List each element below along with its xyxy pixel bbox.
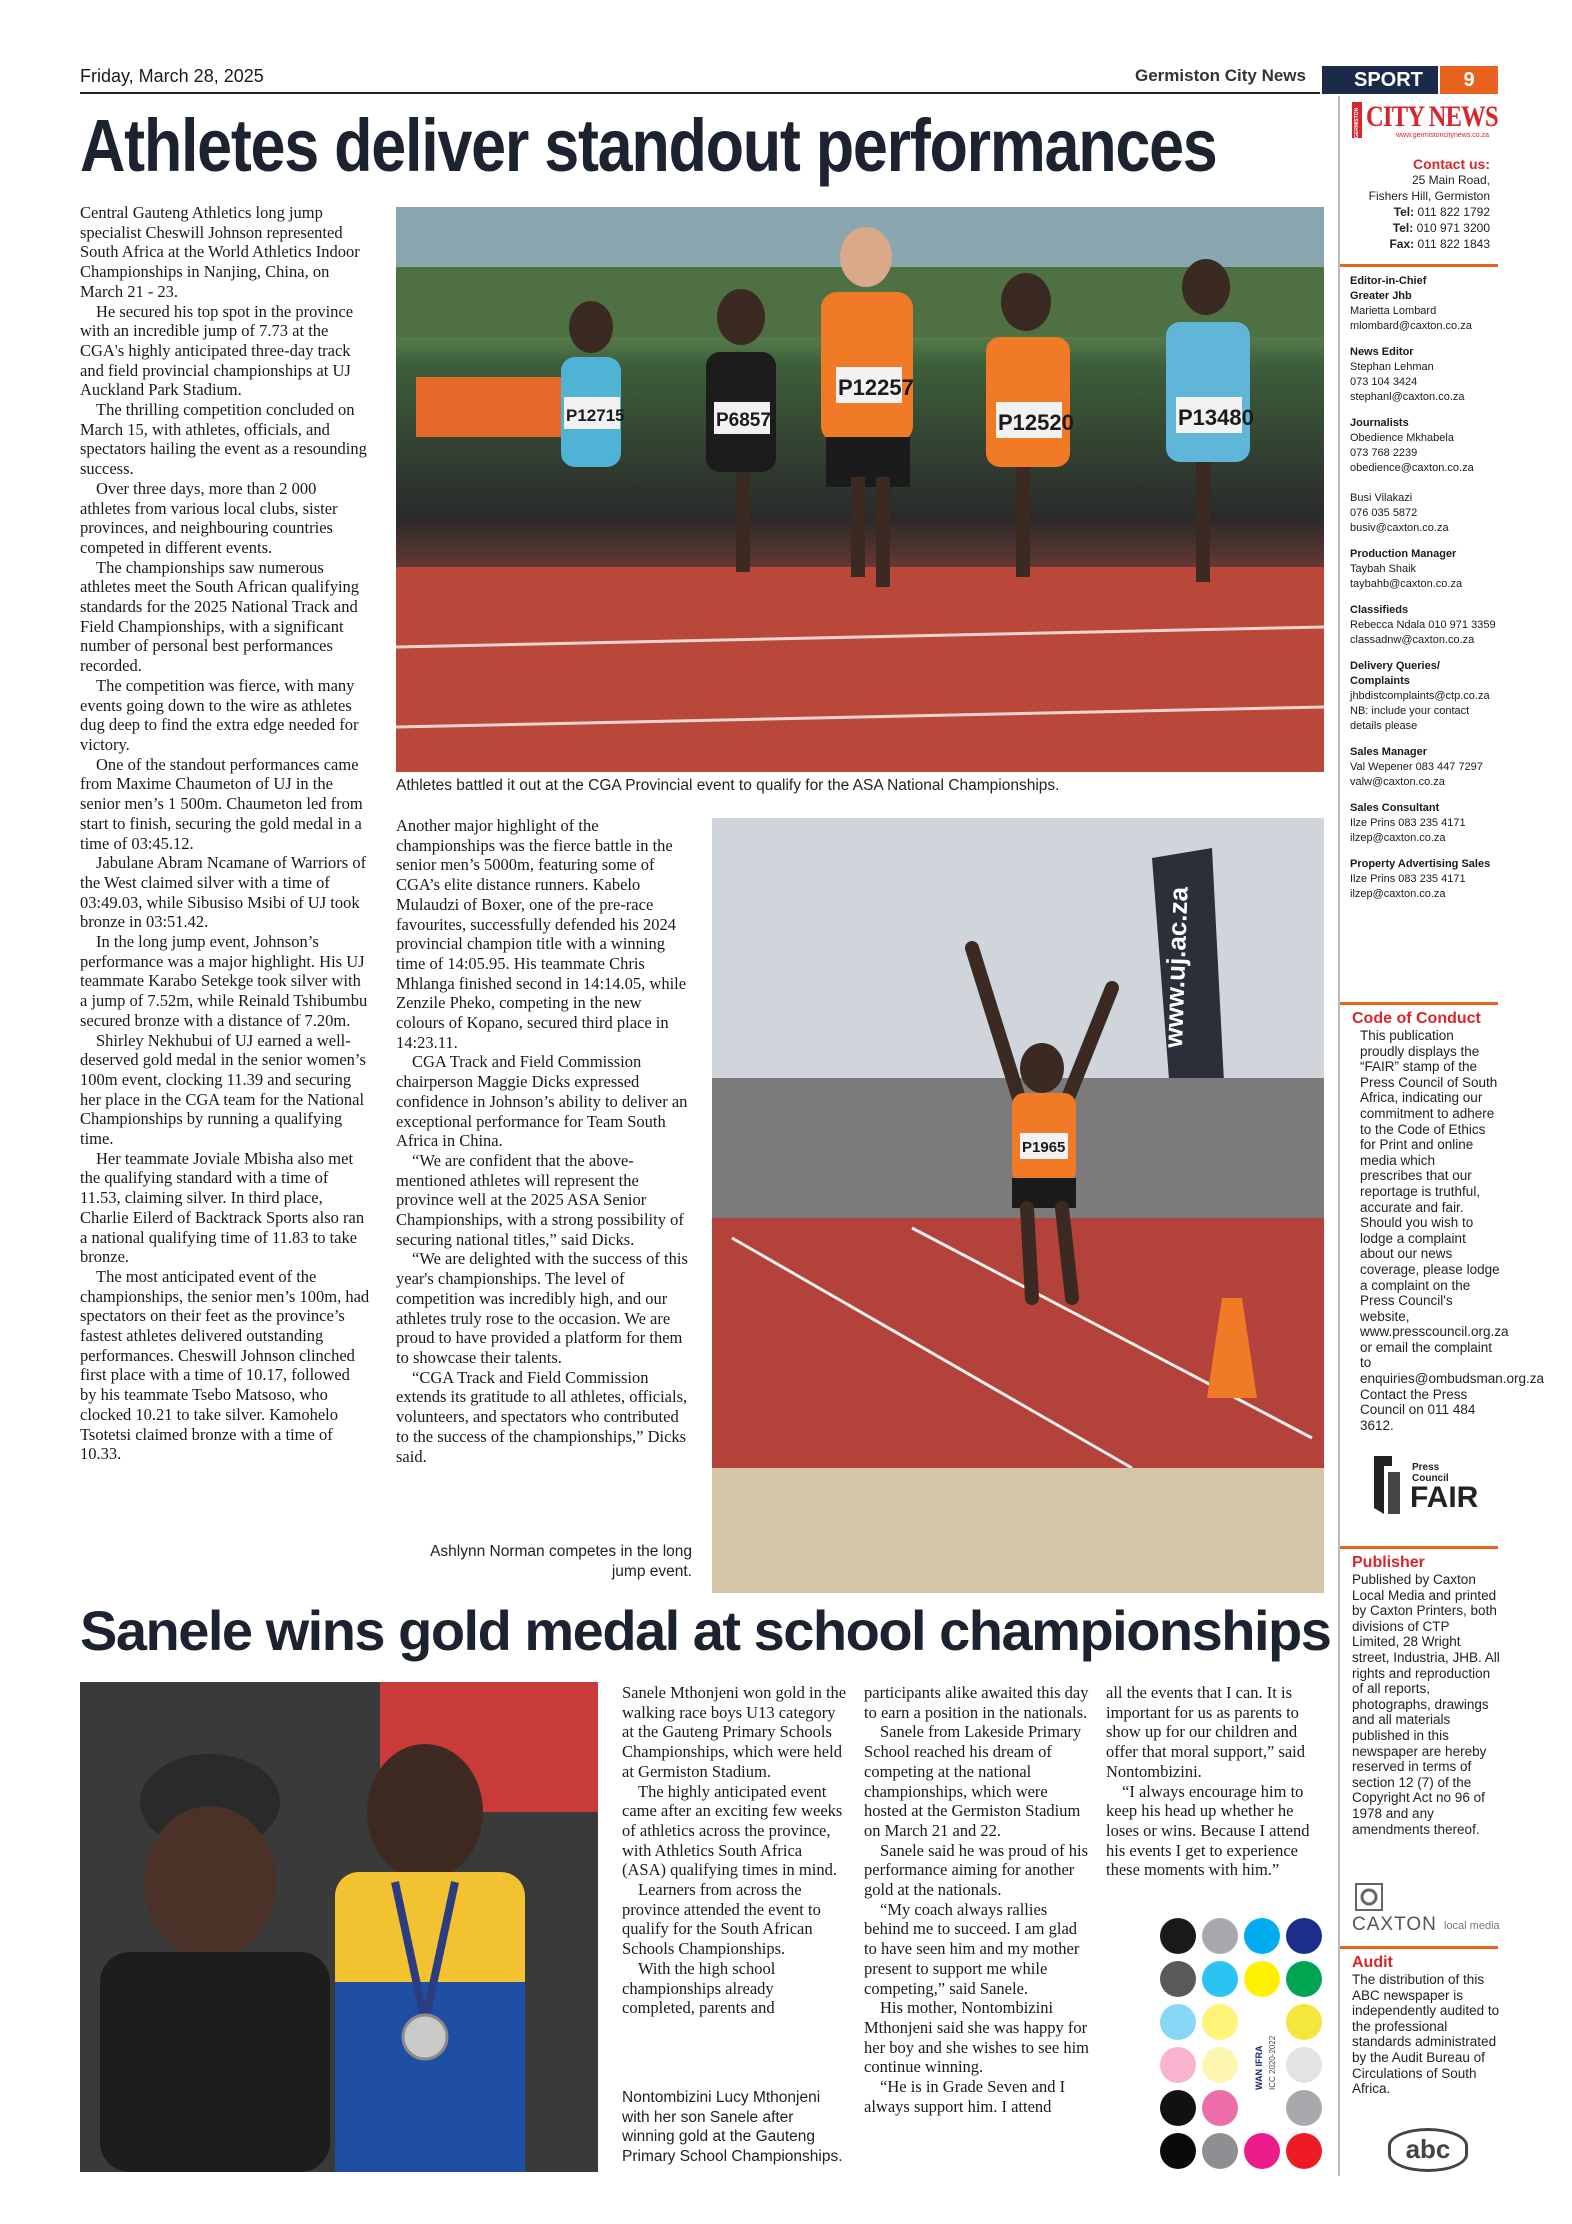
sanele-photo-caption: Nontombizini Lucy Mthonjeni with her son Sanele after winning gold at the Gauteng Primary School Championships. <box>622 2089 843 2165</box>
publisher-text: Published by Caxton Local Media and printed by Caxton Printers, both divisions of CTP Limited, 28 Wright street, Industria, JHB. All rights and reproduction of all reports, photographs, drawings and all materials published in this newspaper are hereby reserved in terms of section 12 (7) of the Copyright Act no 96 of 1978 and any amendments thereof. <box>1352 1572 1500 1837</box>
staff-detail: 076 035 5872 <box>1350 507 1418 519</box>
staff-detail: stephanl@caxton.co.za <box>1350 391 1465 403</box>
runner-vest-blue <box>1166 322 1250 462</box>
long-jump-photo-caption: Ashlynn Norman competes in the long jump event. <box>430 1543 692 1580</box>
bib-number: P12715 <box>566 406 625 425</box>
sidebar-rule <box>1340 1002 1498 1005</box>
sanele-photo-art <box>80 1682 598 2172</box>
paragraph: Central Gauteng Athletics long jump specialist Cheswill Johnson represented South Africa at the World Athletics Indoor Championships in Nanjing, China, on March 21 - 23. <box>80 203 360 301</box>
section-label: SPORT <box>1322 66 1438 94</box>
paragraph: participants alike awaited this day to earn a position in the nationals. <box>864 1683 1089 1722</box>
jumper-leg <box>1027 1208 1032 1298</box>
paragraph: The most anticipated event of the championships, the senior men’s 100m, had spectators on their feet as the province’s fastest athletes delivered outstanding performances. Cheswill Johnson clinched first place with a time of 10.17, followed by his teammate Tsebo Matsoso, who clocked 10.21 to take silver. Kamohelo Tsotetsi claimed bronze with a time of 10.33. <box>80 1266 370 1464</box>
staff-detail: Taybah Shaik <box>1350 563 1417 575</box>
runner-leg <box>1016 467 1030 577</box>
audit-block <box>1352 1954 1500 2097</box>
mother-face <box>144 1806 276 1958</box>
color-swatch <box>1202 1961 1238 1997</box>
staff-role: News Editor <box>1350 346 1414 358</box>
staff-detail: Marietta Lombard <box>1350 305 1437 317</box>
fair-mark-icon <box>1366 1452 1406 1518</box>
icc-mark: ICC 2020-2022 <box>1268 2035 1277 2090</box>
fair-text: FAIR <box>1410 1481 1479 1514</box>
staff-role: Sales Consultant <box>1350 802 1440 814</box>
runner-head <box>717 289 765 345</box>
caxton-sub: local media <box>1444 1920 1500 1932</box>
bib-number: P13480 <box>1178 405 1254 430</box>
staff-detail: Ilze Prins 083 235 4171 <box>1350 873 1466 885</box>
fair-small-text: Council <box>1412 1473 1449 1484</box>
paragraph: “My coach always rallies behind me to succeed. I am glad to have seen him and my mother present to support me while competing,” said Sanele. <box>864 1899 1080 1998</box>
fax-line: Fax: 011 822 1843 <box>1389 237 1490 251</box>
article2-column-2 <box>864 1683 1090 2116</box>
abc-logo: abc <box>1388 2128 1468 2172</box>
sanele-photo <box>80 1682 598 2172</box>
runner-head <box>1001 273 1051 331</box>
staff-role: Editor-in-Chief <box>1350 275 1427 287</box>
contact-title: Contact us: <box>1413 156 1490 172</box>
paragraph: Sanele said he was proud of his performance aiming for another gold at the nationals. <box>864 1840 1089 1900</box>
staff-detail: Obedience Mkhabela <box>1350 432 1454 444</box>
color-swatch <box>1244 2133 1280 2169</box>
staff-entry <box>1350 659 1500 734</box>
color-swatch <box>1286 1961 1322 1997</box>
sidebar-rule <box>1340 1546 1498 1549</box>
staff-entry <box>1350 274 1500 334</box>
staff-directory <box>1350 274 1500 913</box>
sidebar-divider <box>1338 96 1340 2176</box>
paragraph: “CGA Track and Field Commission extends its gratitude to all athletes, officials, volunteers, and spectators who contributed to the success of the championships,” Dicks said. <box>396 1367 688 1466</box>
paragraph: “We are confident that the above-mentioned athletes will represent the province well at the 2025 ASA Senior Championships, with a strong possibility of securing national titles,” said Dicks. <box>396 1150 684 1249</box>
runner-leg <box>1196 462 1210 582</box>
jumper-bib-number: P1965 <box>1022 1139 1066 1156</box>
audit-text: The distribution of this ABC newspaper is independently audited to the professional standards administrated by the Audit Bureau of Circulations of South Africa. <box>1352 1972 1500 2097</box>
sky <box>712 818 1324 1078</box>
staff-role: Production Manager <box>1350 548 1457 560</box>
staff-detail: busiv@caxton.co.za <box>1350 522 1449 534</box>
color-swatch <box>1160 2090 1196 2126</box>
fair-small-text: Press <box>1412 1462 1440 1473</box>
color-swatch <box>1202 1918 1238 1954</box>
phone-line: Tel: 010 971 3200 <box>1392 221 1490 235</box>
article2-column-3 <box>1106 1683 1326 1880</box>
contact-block <box>1340 156 1490 252</box>
color-swatch <box>1160 1961 1196 1997</box>
runners-photo <box>396 207 1324 772</box>
paragraph: Sanele Mthonjeni won gold in the walking race boys U13 category at the Gauteng Primary Schools Championships, which were held at Germiston Stadium. <box>622 1683 847 1781</box>
paragraph: “He is in Grade Seven and I always support him. I attend <box>864 2077 1066 2116</box>
staff-detail: Val Wepener 083 447 7297 <box>1350 761 1483 773</box>
jumper-leg <box>1062 1208 1072 1298</box>
publisher-block <box>1352 1554 1500 1837</box>
code-title: Code of Conduct <box>1352 1010 1481 1027</box>
caxton-mark-icon <box>1354 1882 1384 1912</box>
phone-line: Tel: 011 822 1792 <box>1393 205 1490 219</box>
logo-side-text: GERMISTON <box>1354 107 1360 138</box>
bib-number: P12257 <box>838 375 914 400</box>
caxton-text: CAXTON <box>1352 1914 1437 1935</box>
paragraph: One of the standout performances came from Maxime Chaumeton of UJ in the senior men’s 1 500m. Chaumeton led from start to finish, securing the gold medal in a time of 03:45.12. <box>80 754 363 853</box>
staff-role: Classifieds <box>1350 604 1409 616</box>
paragraph: Another major highlight of the championships was the fierce battle in the senior men’s 5000m, featuring some of CGA’s elite distance runners. Kabelo Mulaudzi of Boxer, one of the pre-race favourites, successfully defended his 2024 provincial champion title with a winning time of 14:05.95. His teammate Chris Mhlanga finished second in 14:14.05, while Zenzile Pheko, competing in the new colours of Kopano, secured third place in 14:23.11. <box>396 816 687 1052</box>
staff-entry <box>1350 603 1500 648</box>
bib-number: P12520 <box>998 410 1074 435</box>
runner-shorts <box>826 437 910 487</box>
staff-detail: taybahb@caxton.co.za <box>1350 578 1463 590</box>
wan-ifra-mark: IFRA <box>1254 2045 1264 2067</box>
staff-detail: mlombard@caxton.co.za <box>1350 320 1472 332</box>
staff-role: Property Advertising Sales <box>1350 858 1491 870</box>
paragraph: The championships saw numerous athletes meet the South African qualifying standards for the 2025 National Track and Field Championships, with a significant number of personal best performances recorded. <box>80 557 360 676</box>
runner-leg <box>736 472 750 572</box>
staff-entry <box>1350 801 1500 846</box>
uj-banner-text: www.uj.ac.za <box>1158 886 1194 1049</box>
staff-detail: jhbdistcomplaints@ctp.co.za <box>1350 690 1490 702</box>
paragraph: With the high school championships already completed, parents and <box>622 1958 776 2018</box>
paragraph: He secured his top spot in the province with an incredible jump of 7.73 at the CGA's highly anticipated three-day track and field provincial championships at UJ Auckland Park Stadium. <box>80 301 354 400</box>
staff-detail: Busi Vilakazi <box>1350 492 1413 504</box>
runner-head <box>1182 259 1230 315</box>
paragraph: Her teammate Joviale Mbisha also met the qualifying standard with a time of 11.53, claiming silver. In third place, Charlie Eilerd of Backtrack Sports also ran a national qualifying time of 11.83 to take bronze. <box>80 1148 365 1267</box>
boy-face <box>367 1744 483 1880</box>
staff-detail <box>1350 476 1500 491</box>
runner-leg <box>851 477 865 577</box>
staff-detail: Rebecca Ndala 010 971 3359 <box>1350 619 1496 631</box>
logo-url: www.germistoncitynews.co.za <box>1396 132 1489 139</box>
paragraph: Over three days, more than 2 000 athletes from various local clubs, sister provinces, and neighbouring countries competed in different events. <box>80 478 338 557</box>
caxton-logo <box>1352 1882 1500 1936</box>
article2-column-1 <box>622 1683 848 2018</box>
color-swatch <box>1286 2047 1322 2083</box>
staff-detail: Stephan Lehman <box>1350 361 1434 373</box>
audit-title: Audit <box>1352 1954 1393 1971</box>
medal <box>403 2015 447 2059</box>
color-swatch <box>1286 2133 1322 2169</box>
staff-role: Sales Manager <box>1350 746 1428 758</box>
paragraph: all the events that I can. It is important for us as parents to show up for our children and offer that moral support,” said Nontombizini. <box>1106 1683 1306 1781</box>
runner-leg <box>876 477 890 587</box>
color-swatch <box>1286 2090 1322 2126</box>
paragraph: The competition was fierce, with many events going down to the wire as athletes dug deep to find the extra edge needed for victory. <box>80 675 359 754</box>
color-swatch <box>1202 2004 1238 2040</box>
code-text: This publication proudly displays the “FAIR” stamp of the Press Council of South Africa, indicating our commitment to adhere to the Code of Ethics for Print and online media which prescribes that our reportage is truthful, accurate and fair. Should you wish to lodge a complaint about our news coverage, please lodge a complaint on the Press Council's website, www.presscouncil.org.za or email the complaint to enquiries@ombudsman.org.za Contact the Press Council on 011 484 3612. <box>1360 1028 1545 1433</box>
publisher-title: Publisher <box>1352 1554 1425 1571</box>
article1-column-1 <box>80 203 370 1464</box>
staff-entry <box>1350 857 1500 902</box>
staff-entry <box>1350 345 1500 405</box>
staff-role: Delivery Queries/ <box>1350 660 1440 672</box>
paragraph: Jabulane Abram Ncamane of Warriors of the West claimed silver with a time of 03:49.03, while Sibusiso Msibi of UJ took bronze in 03:51.42. <box>80 853 367 932</box>
color-swatch <box>1202 2133 1238 2169</box>
runner-head <box>840 227 892 287</box>
paragraph: Learners from across the province attended the event to qualify for the South African Schools Championships. <box>622 1880 821 1959</box>
address-line: 25 Main Road, <box>1411 173 1490 187</box>
sidebar-rule <box>1340 264 1498 267</box>
staff-role-sub: Greater Jhb <box>1350 290 1412 302</box>
paragraph: Shirley Nekhubui of UJ earned a well-deserved gold medal in the senior women’s 100m event, clocking 11.39 and securing her place in the CGA team for the National Championships by running a qualifying time. <box>80 1030 366 1149</box>
color-swatch <box>1244 1961 1280 1997</box>
sidebar-rule <box>1340 1946 1498 1949</box>
paragraph: “I always encourage him to keep his head up whether he loses or wins. Because I attend his events I get to experience these moments with him.” <box>1106 1781 1310 1880</box>
paragraph: The highly anticipated event came after an exciting few weeks of athletics across the province, with Athletics South Africa (ASA) qualifying times in mind. <box>622 1781 843 1880</box>
staff-entry <box>1350 547 1500 592</box>
staff-detail: classadnw@caxton.co.za <box>1350 634 1475 646</box>
color-swatch <box>1244 1918 1280 1954</box>
wan-ifra-mark: WAN <box>1254 2069 1264 2090</box>
header-rule <box>80 92 1320 94</box>
staff-role: Journalists <box>1350 417 1409 429</box>
runners-photo-caption: Athletes battled it out at the CGA Provincial event to qualify for the ASA National Championships. <box>396 777 1060 794</box>
paragraph: Sanele from Lakeside Primary School reached his dream of competing at the national championships, which were hosted at the Germiston Stadium on March 21 and 22. <box>864 1722 1082 1840</box>
staff-role-sub: Complaints <box>1350 675 1410 687</box>
article2-headline: Sanele wins gold medal at school championships <box>80 1599 1331 1662</box>
staff-detail: 073 104 3424 <box>1350 376 1418 388</box>
color-swatch <box>1160 2004 1196 2040</box>
logo-text: CITY NEWS <box>1366 100 1498 133</box>
paragraph: “We are delighted with the success of this year's championships. The level of competition was incredibly high, and our athletes truly rose to the occasion. We are proud to have provided a platform for them to showcase their talents. <box>396 1249 688 1367</box>
sidebar-logo <box>1352 100 1500 144</box>
staff-detail: ilzep@caxton.co.za <box>1350 832 1446 844</box>
staff-entry <box>1350 745 1500 790</box>
code-of-conduct <box>1352 1010 1545 1433</box>
publication-name: Germiston City News <box>1135 66 1306 85</box>
track <box>396 567 1324 772</box>
color-swatch <box>1160 2133 1196 2169</box>
color-swatch <box>1160 2047 1196 2083</box>
article1-headline: Athletes deliver standout performances <box>80 104 1217 187</box>
staff-detail: details please <box>1350 720 1418 732</box>
paragraph: In the long jump event, Johnson’s performance was a major highlight. His UJ teammate Karabo Setekge took silver with a jump of 7.52m, while Reinald Tshibumbu secured bronze with a distance of 7.20m. <box>80 932 368 1030</box>
staff-detail: obedience@caxton.co.za <box>1350 462 1474 474</box>
staff-detail: valw@caxton.co.za <box>1350 776 1445 788</box>
sand-pit <box>712 1468 1324 1593</box>
page-number: 9 <box>1440 66 1498 94</box>
paragraph: His mother, Nontombizini Mthonjeni said she was happy for her boy and she wishes to see him continue winning. <box>864 1998 1089 2077</box>
bib-number: P6857 <box>716 410 771 431</box>
long-jump-photo-art <box>712 818 1324 1593</box>
long-jump-photo <box>712 818 1324 1593</box>
address-line: Fishers Hill, Germiston <box>1368 189 1490 203</box>
staff-entry <box>1350 416 1500 536</box>
article1-column-2 <box>396 816 688 1466</box>
color-swatch <box>1286 1918 1322 1954</box>
color-registration-bar <box>1160 1918 1328 2176</box>
paragraph: The thrilling competition concluded on March 15, with athletes, officials, and spectators hailing the event as a resounding success. <box>80 400 367 479</box>
paragraph: CGA Track and Field Commission chairperson Maggie Dicks expressed confidence in Johnson’s ability to deliver an exceptional performance for Team South Africa in China. <box>396 1052 688 1151</box>
mother-jacket <box>100 1952 330 2172</box>
runners-photo-art <box>396 207 1324 772</box>
staff-detail: ilzep@caxton.co.za <box>1350 888 1446 900</box>
color-swatch <box>1202 2047 1238 2083</box>
issue-date: Friday, March 28, 2025 <box>80 66 264 86</box>
staff-detail: NB: include your contact <box>1350 705 1470 717</box>
staff-detail: 073 768 2239 <box>1350 447 1418 459</box>
jumper-head <box>1020 1043 1064 1093</box>
color-swatch <box>1202 2090 1238 2126</box>
color-swatch <box>1160 1918 1196 1954</box>
fair-logo <box>1366 1452 1486 1522</box>
runner-head <box>569 301 613 353</box>
color-swatch <box>1286 2004 1322 2040</box>
staff-detail: Ilze Prins 083 235 4171 <box>1350 817 1466 829</box>
